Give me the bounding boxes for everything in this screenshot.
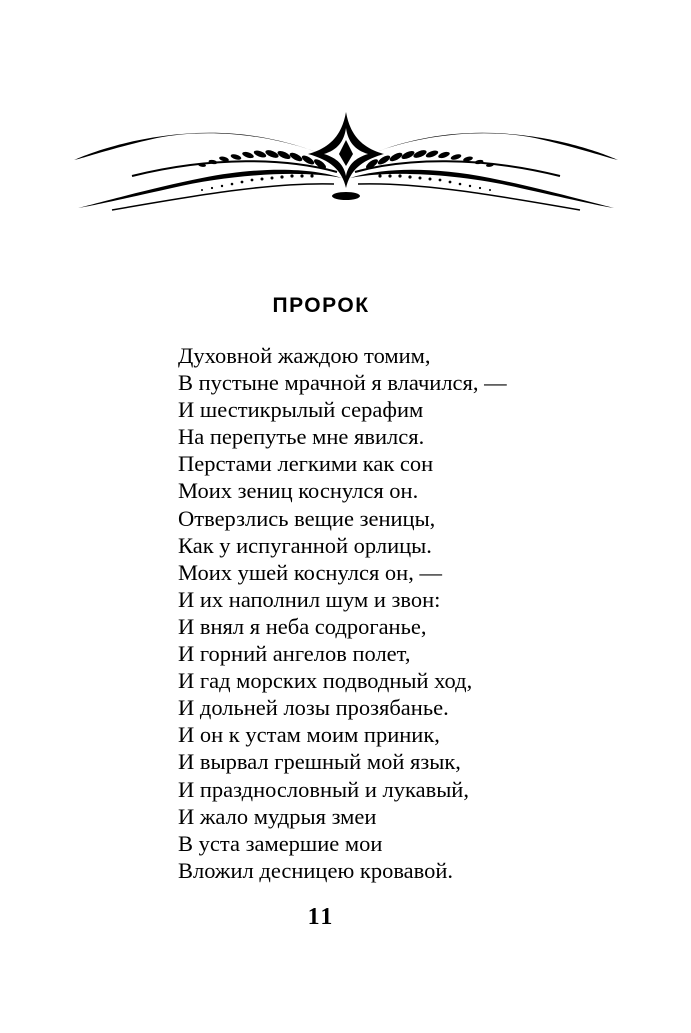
poem-line: В уста замершие мои: [178, 830, 383, 856]
poem-line: Вложил десницею кровавой.: [178, 857, 454, 883]
poem-line: Духовной жаждою томим,: [178, 343, 431, 368]
poem-line: И шестикрылый серафим: [178, 397, 424, 423]
poem-line: И дольней лозы прозябанье.: [178, 695, 449, 721]
poem-line: Моих ушей коснулся он, —: [178, 559, 442, 585]
poem-line: В пустыне мрачной я влачился, —: [178, 370, 507, 396]
poem-line: И внял я неба содроганье,: [178, 613, 427, 639]
page-number: 11: [307, 904, 335, 930]
poem-line: Как у испуганной орлицы.: [178, 532, 432, 558]
poem-line: И их наполнил шум и звон:: [178, 586, 441, 612]
decorative-flourish-icon: [72, 100, 620, 212]
poem-line: И жало мудрыя змеи: [178, 803, 377, 829]
poem-line: И горний ангелов полет,: [178, 641, 411, 667]
poem-title: ПРОРОК: [272, 294, 370, 317]
poem-line: На перепутье мне явился.: [178, 424, 425, 450]
poem-line: Моих зениц коснулся он.: [178, 478, 419, 504]
poem-body: [178, 342, 507, 884]
poem-line: И гад морских подводный ход,: [178, 668, 473, 694]
poem-line: И вырвал грешный мой язык,: [178, 749, 461, 775]
poem-line: Перстами легкими как сон: [178, 451, 434, 477]
poem-line: И он к устам моим приник,: [178, 722, 440, 748]
poem-line: И празднословный и лукавый,: [178, 776, 469, 802]
poem-line: Отверзлись вещие зеницы,: [178, 505, 436, 531]
